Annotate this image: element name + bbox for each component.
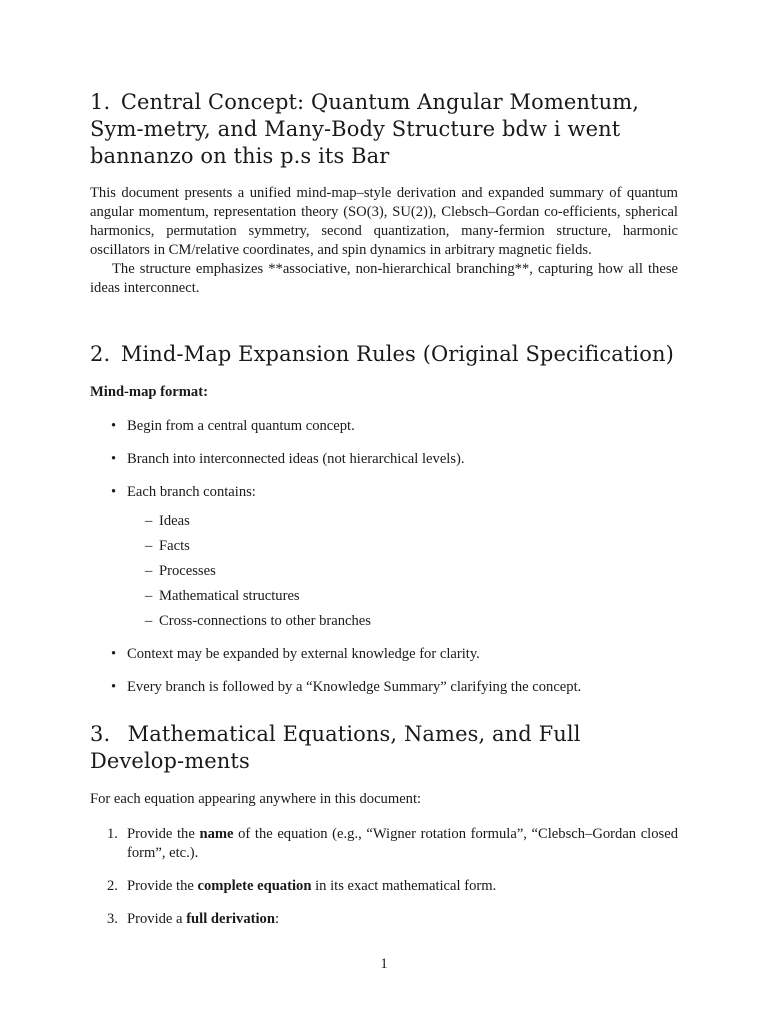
- list-item-text: Context may be expanded by external knowledge for clarity.: [127, 646, 480, 662]
- numbered-item: [90, 825, 678, 863]
- item-text-pre: Provide the: [127, 878, 198, 894]
- item-number: 2.: [107, 878, 118, 894]
- section-2-subheading: Mind-map format:: [90, 384, 208, 400]
- item-text-post: in its exact mathematical form.: [311, 878, 497, 894]
- section-2-bullet-list: [90, 417, 678, 502]
- sub-list-item: [90, 612, 678, 631]
- item-text-post: of the equation (e.g., “Wigner rotation formula”, “Clebsch–Gordan closed form”, etc.).: [127, 826, 678, 861]
- item-text-post: :: [274, 911, 280, 927]
- page-number: 1: [380, 956, 388, 972]
- bullet-marker: •: [111, 451, 117, 467]
- sub-list-item: [90, 587, 678, 606]
- list-item: [90, 417, 678, 436]
- numbered-item: [90, 877, 678, 896]
- list-item-text: Each branch contains:: [127, 484, 256, 500]
- sub-list-item: [90, 562, 678, 581]
- section-2-bullet-list-continued: [90, 645, 678, 697]
- list-item: [90, 483, 678, 502]
- item-text-pre: Provide a: [127, 911, 187, 927]
- list-item-text: Begin from a central quantum concept.: [127, 418, 355, 434]
- list-item-text: Branch into interconnected ideas (not hierarchical levels).: [127, 451, 465, 467]
- bullet-marker: •: [111, 646, 117, 662]
- branch-contents-sub-list: [90, 512, 678, 631]
- sub-list-item-text: Processes: [159, 563, 216, 579]
- section-3-intro: For each equation appearing anywhere in this document:: [90, 791, 422, 807]
- section-1-body: [90, 184, 678, 298]
- section-1-paragraph-2: The structure emphasizes **associative, non-hierarchical branching**, capturing how all these ideas interconnect.: [90, 261, 678, 296]
- bullet-marker: •: [111, 679, 117, 695]
- sub-list-item-text: Mathematical structures: [159, 588, 300, 604]
- item-text-bold: name: [199, 826, 234, 842]
- list-item: [90, 450, 678, 469]
- sub-list-item-text: Facts: [159, 538, 190, 554]
- section-3-numbered-list: [90, 825, 678, 929]
- item-text-bold: complete equation: [197, 878, 312, 894]
- section-1-paragraph-1: This document presents a unified mind-map–style derivation and expanded summary of quantum angular momentum, representation theory (SO(3), SU(2)), Clebsch–Gordan co-efficients, spherical harmonics, permutation symmetry, second quantization, many-fermion structure, harmonic oscillators in CM/relative coordinates, and spin dynamics in arbitrary magnetic fields.: [90, 185, 678, 258]
- list-item-text: Every branch is followed by a “Knowledge Summary” clarifying the concept.: [127, 679, 582, 695]
- section-2-title: 2. Mind-Map Expansion Rules (Original Specification): [90, 342, 674, 366]
- bullet-marker: •: [111, 418, 117, 434]
- section-1-title: 1. Central Concept: Quantum Angular Momentum, Sym-metry, and Many-Body Structure bdw i went bannanzo on this p.s its Bar: [90, 90, 640, 168]
- item-number: 1.: [107, 826, 118, 842]
- section-3-title: 3. Mathematical Equations, Names, and Full Develop-ments: [90, 722, 581, 773]
- sub-list-item-text: Ideas: [159, 513, 190, 529]
- dash-marker: –: [145, 538, 153, 554]
- item-number: 3.: [107, 911, 118, 927]
- dash-marker: –: [145, 588, 153, 604]
- list-item: [90, 645, 678, 664]
- dash-marker: –: [145, 613, 153, 629]
- list-item: [90, 678, 678, 697]
- document-page: [90, 0, 678, 1024]
- item-text-pre: Provide the: [127, 826, 200, 842]
- sub-list-item: [90, 512, 678, 531]
- dash-marker: –: [145, 513, 153, 529]
- dash-marker: –: [145, 563, 153, 579]
- sub-list-item: [90, 537, 678, 556]
- bullet-marker: •: [111, 484, 117, 500]
- numbered-item: [90, 910, 678, 929]
- sub-list-item-text: Cross-connections to other branches: [159, 613, 371, 629]
- item-text-bold: full derivation: [186, 911, 275, 927]
